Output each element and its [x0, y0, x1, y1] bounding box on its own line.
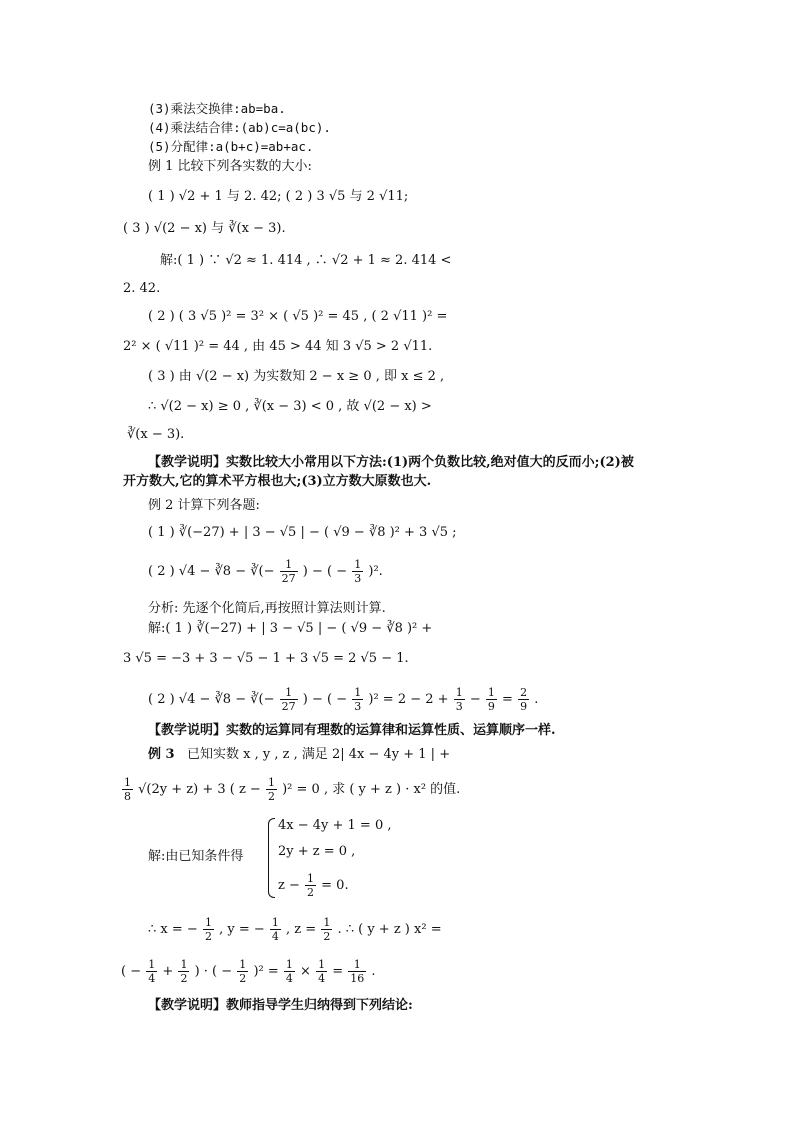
system-equation-1: 4x − 4y + 1 = 0 , [278, 818, 392, 833]
example-2-item-2 [148, 558, 383, 585]
example-1-item-3: ( 3 ) √(2 − x) 与 ∛(x − 3). [123, 221, 286, 236]
fraction: $\frac{1}{4}$ [285, 958, 293, 985]
expr-part: )² = 0 , 求 ( y + z ) · x² 的值. [282, 782, 461, 797]
example-2-item-1: ( 1 ) ∛(−27) + | 3 − √5 | − ( √9 − ∛8 )² + 3 √5 ; [148, 525, 457, 540]
expr-part: )² = 2 − 2 + [368, 692, 449, 707]
expr-part: 已知实数 x , y , z , 满足 2| 4x − 4y + 1 | + [186, 747, 451, 762]
expr-part: = [332, 964, 344, 979]
teaching-note-2: 【教学说明】实数的运算同有理数的运算律和运算性质、运算顺序一样. [148, 723, 556, 738]
fraction: $\frac{1}{16}$ [350, 958, 365, 985]
expr-part: , z = [286, 922, 317, 937]
expr-part: . ∴ ( y + z ) x² = [337, 922, 442, 937]
expr-part: ( − [121, 964, 142, 979]
fraction: $\frac{1}{9}$ [487, 686, 495, 713]
solution-ex2-item-2 [148, 686, 538, 713]
fraction: $\frac{1}{2}$ [323, 916, 331, 943]
expr-part: ∴ x = − [148, 922, 198, 937]
fraction: $\frac{1}{3}$ [354, 686, 362, 713]
fraction: $\frac{1}{8}$ [124, 776, 131, 803]
fraction: $\frac{1}{3}$ [354, 558, 362, 585]
fraction: $\frac{1}{3}$ [455, 686, 463, 713]
expr-part: ) · ( − [194, 964, 233, 979]
fraction: $\frac{1}{2}$ [307, 872, 315, 899]
teaching-note-1-line-1: 【教学说明】实数比较大小常用以下方法:(1)两个负数比较,绝对值大的反而小;(2)被 [148, 455, 634, 470]
solution-ex3-label: 解:由已知条件得 [148, 849, 244, 864]
law-distributive: (5)分配律:a(b+c)=ab+ac. [148, 139, 314, 154]
expr-part: − [469, 692, 481, 707]
solution-2-line-2: 2² × ( √11 )² = 44 , 由 45 > 44 知 3 √5 > 2 √11. [123, 339, 433, 354]
solution-3-line-1: ( 3 ) 由 √(2 − x) 为实数知 2 − x ≥ 0 , 即 x ≤ 2 , [148, 369, 445, 384]
expr-part: )² = [253, 964, 279, 979]
fraction: $\frac{2}{9}$ [520, 686, 528, 713]
teaching-note-3: 【教学说明】教师指导学生归纳得到下列结论: [148, 998, 413, 1013]
fraction: $\frac{1}{2}$ [239, 958, 247, 985]
expr-part: z − [278, 878, 300, 893]
expr-part: = 0. [321, 878, 349, 893]
expr-part: ( 2 ) √4 − ∛8 − ∛(− [148, 692, 275, 707]
fraction: $\frac{1}{4}$ [318, 958, 326, 985]
solution-ex3-result [121, 958, 376, 985]
expr-part: . [371, 964, 376, 979]
law-associative: (4)乘法结合律:(ab)c=a(bc). [148, 120, 331, 135]
expr-part: = [502, 692, 513, 707]
system-equation-3 [278, 872, 349, 899]
system-brace [268, 818, 275, 898]
expr-part: ) − ( − [302, 692, 348, 707]
example-3-line-2 [121, 776, 460, 803]
fraction: $\frac{1}{2}$ [267, 776, 275, 803]
solution-ex2-line-2: 3 √5 = −3 + 3 − √5 − 1 + 3 √5 = 2 √5 − 1. [123, 651, 409, 666]
expr-part: + [162, 964, 174, 979]
solution-1-line-1: 解:( 1 ) ∵ √2 ≈ 1. 414 , ∴ √2 + 1 ≈ 2. 414 < [160, 253, 452, 268]
example-1-items-1-2: ( 1 ) √2 + 1 与 2. 42; ( 2 ) 3 √5 与 2 √11; [148, 189, 409, 204]
fraction: $\frac{1}{27}$ [281, 558, 296, 585]
solution-3-line-2: ∴ √(2 − x) ≥ 0 , ∛(x − 3) < 0 , 故 √(2 − x) > [148, 399, 432, 414]
solution-2-line-1: ( 2 ) ( 3 √5 )² = 3² × ( √5 )² = 45 , ( 2 √11 )² = [148, 309, 448, 324]
expr-part: × [300, 964, 311, 979]
fraction: $\frac{1}{4}$ [271, 916, 279, 943]
teaching-note-1-line-2: 开方数大,它的算术平方根也大;(3)立方数大原数也大. [123, 474, 432, 489]
expr-part: )². [368, 564, 383, 579]
expr-part: . [534, 692, 539, 707]
fraction: $\frac{1}{4}$ [148, 958, 156, 985]
expr-part: ( 2 ) √4 − ∛8 − ∛(− [148, 564, 275, 579]
solution-ex2-line-1: 解:( 1 ) ∛(−27) + | 3 − √5 | − ( √9 − ∛8 )² + [148, 621, 433, 636]
analysis-line: 分析: 先逐个化简后,再按照计算法则计算. [148, 601, 386, 616]
system-equation-2: 2y + z = 0 , [278, 844, 356, 859]
example-1-title: 例 1 比较下列各实数的大小: [148, 159, 312, 174]
solution-1-line-2: 2. 42. [123, 281, 161, 296]
law-commutative: (3)乘法交换律:ab=ba. [148, 101, 286, 116]
example-3-line-1 [148, 746, 450, 764]
example-2-title: 例 2 计算下列各题: [148, 498, 260, 513]
fraction: $\frac{1}{27}$ [281, 686, 296, 713]
expr-part: ) − ( − [302, 564, 348, 579]
expr-part: √(2y + z) + 3 ( z − [138, 782, 261, 797]
fraction: $\frac{1}{2}$ [180, 958, 188, 985]
fraction: $\frac{1}{2}$ [204, 916, 212, 943]
example-3-label: 例 3 [148, 747, 175, 762]
solution-3-line-3: ∛(x − 3). [127, 427, 185, 442]
expr-part: , y = − [219, 922, 265, 937]
solution-ex3-values [148, 916, 442, 943]
